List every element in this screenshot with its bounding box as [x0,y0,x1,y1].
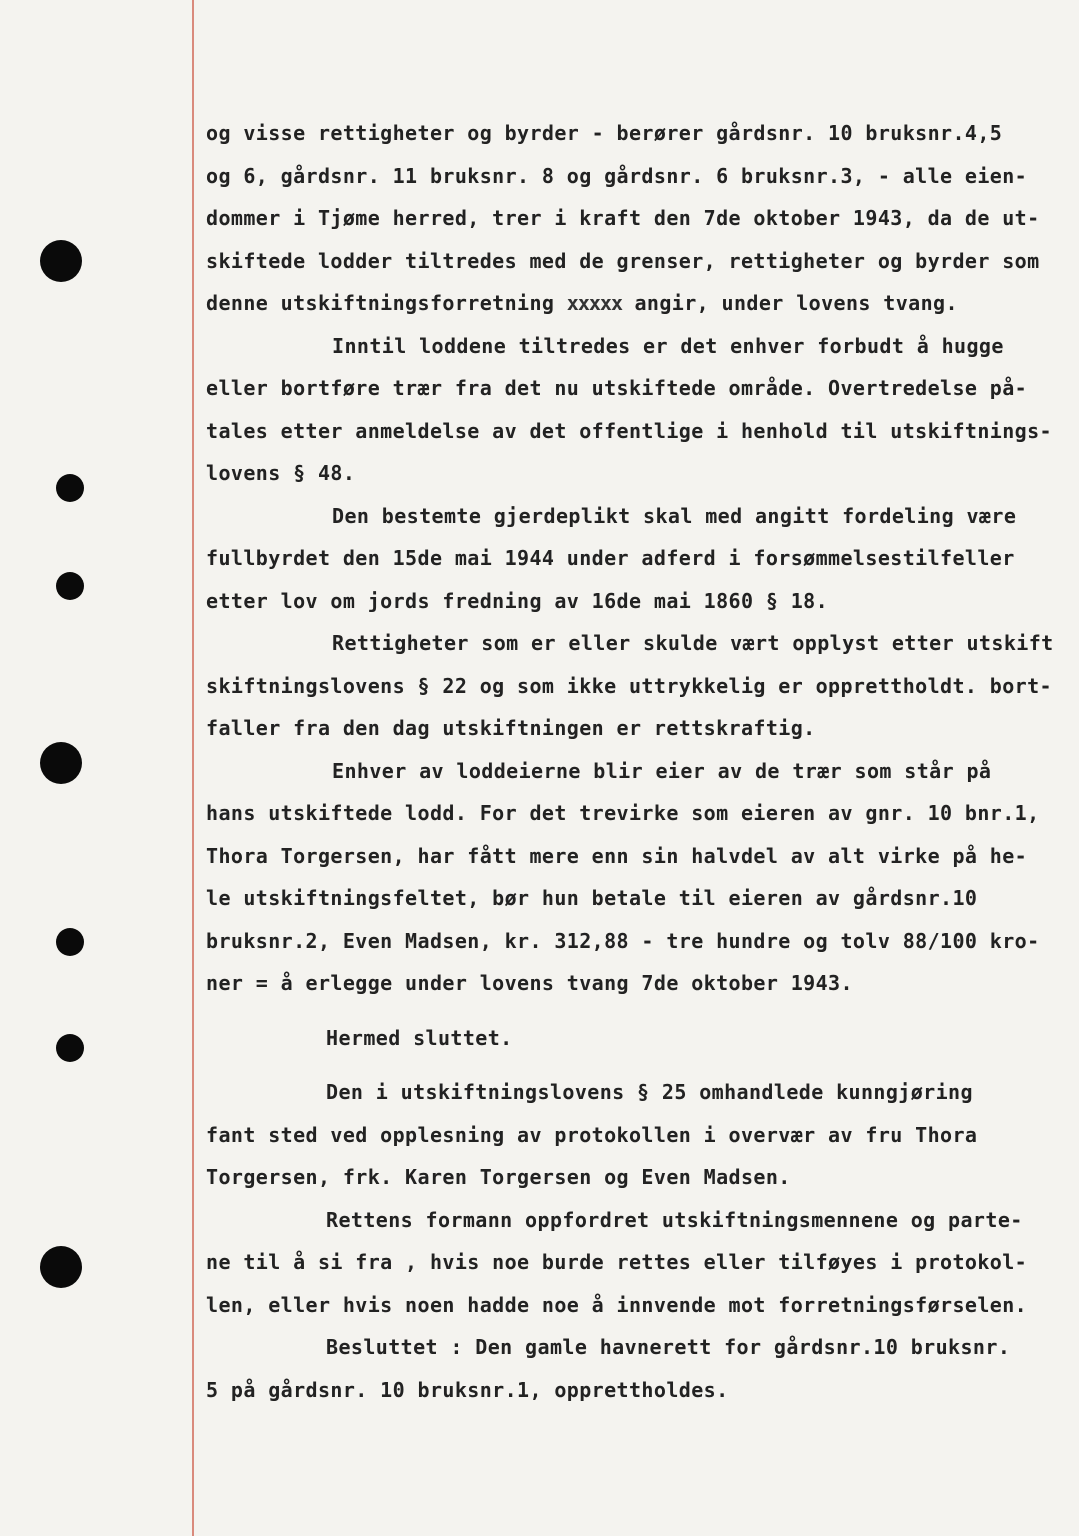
text-line: Rettigheter som er eller skulde vært opplyst etter utskift [332,631,1054,655]
punch-hole-6 [56,1034,84,1062]
struck-out-text: xxxxx [566,291,623,315]
text-line: skiftede lodder tiltredes med de grenser, rettigheter og byrder som [206,248,1040,273]
text-line: dommer i Tjøme herred, trer i kraft den 7de oktober 1943, da de ut- [206,206,1040,230]
text-segment: denne utskiftningsforretning [206,291,567,315]
punch-hole-3 [56,572,84,600]
text-line: og 6, gårdsnr. 11 bruksnr. 8 og gårdsnr. 6 bruksnr.3, - alle eien- [206,163,1028,188]
text-line: Hermed sluttet. [326,1025,513,1050]
text-line: Den i utskiftningslovens § 25 omhandlede kunngjøring [326,1080,973,1104]
text-line: eller bortføre trær fra det nu utskiftede område. Overtredelse på- [206,376,1028,400]
spacer [206,1005,1066,1017]
margin-line [192,0,194,1536]
punch-hole-4 [40,742,82,784]
punch-hole-7 [40,1246,82,1288]
text-segment: angir, under lovens tvang. [622,291,958,315]
text-line: og visse rettigheter og byrder - berører gårdsnr. 10 bruksnr.4,5 [206,121,1003,145]
text-line: ne til å si fra , hvis noe burde rettes eller tilføyes i protokol- [206,1250,1028,1274]
text-line: Den bestemte gjerdeplikt skal med angitt fordeling være [332,503,1017,528]
text-line: tales etter anmeldelse av det offentlige i henhold til utskiftnings- [206,418,1052,443]
punch-hole-1 [40,240,82,282]
text-line: etter lov om jords fredning av 16de mai 1860 § 18. [206,588,829,613]
text-line: Thora Torgersen, har fått mere enn sin halvdel av alt virke på he- [206,843,1028,868]
text-line: bruksnr.2, Even Madsen, kr. 312,88 - tre hundre og tolv 88/100 kro- [206,928,1040,953]
text-line [206,1326,1066,1369]
text-line: hans utskiftede lodd. For det trevirke som eieren av gnr. 10 bnr.1, [206,801,1040,825]
spacer [206,1059,1066,1071]
text-line: len, eller hvis noen hadde noe å innvende mot forretningsførselen. [206,1292,1028,1317]
punch-hole-2 [56,474,84,502]
text-line: fullbyrdet den 15de mai 1944 under adferd i forsømmelsestilfeller [206,546,1015,570]
text-line: skiftningslovens § 22 og som ikke uttrykkelig er opprettholdt. bort- [206,673,1052,698]
text-line: le utskiftningsfeltet, bør hun betale til eieren av gårdsnr.10 [206,886,978,910]
text-line: Rettens formann oppfordret utskiftningsmennene og parte- [326,1207,1023,1232]
document-body [206,112,1066,1411]
text-line: Inntil loddene tiltredes er det enhver forbudt å hugge [332,333,1004,358]
text-line: Torgersen, frk. Karen Torgersen og Even Madsen. [206,1165,791,1189]
text-line: ner = å erlegge under lovens tvang 7de oktober 1943. [206,971,853,995]
text-line: faller fra den dag utskiftningen er rettskraftig. [206,716,816,740]
text-line: 5 på gårdsnr. 10 bruksnr.1, opprettholdes. [206,1377,729,1402]
text-line: Enhver av loddeierne blir eier av de trær som står på [332,758,992,783]
text-segment: t : Den gamle havnerett for gårdsnr.10 bruksnr. [425,1335,1011,1359]
text-segment: Beslutte [326,1335,426,1359]
punch-hole-5 [56,928,84,956]
text-line: fant sted ved opplesning av protokollen i overvær av fru Thora [206,1122,978,1147]
text-line [206,282,1066,325]
text-line: lovens § 48. [206,461,356,485]
